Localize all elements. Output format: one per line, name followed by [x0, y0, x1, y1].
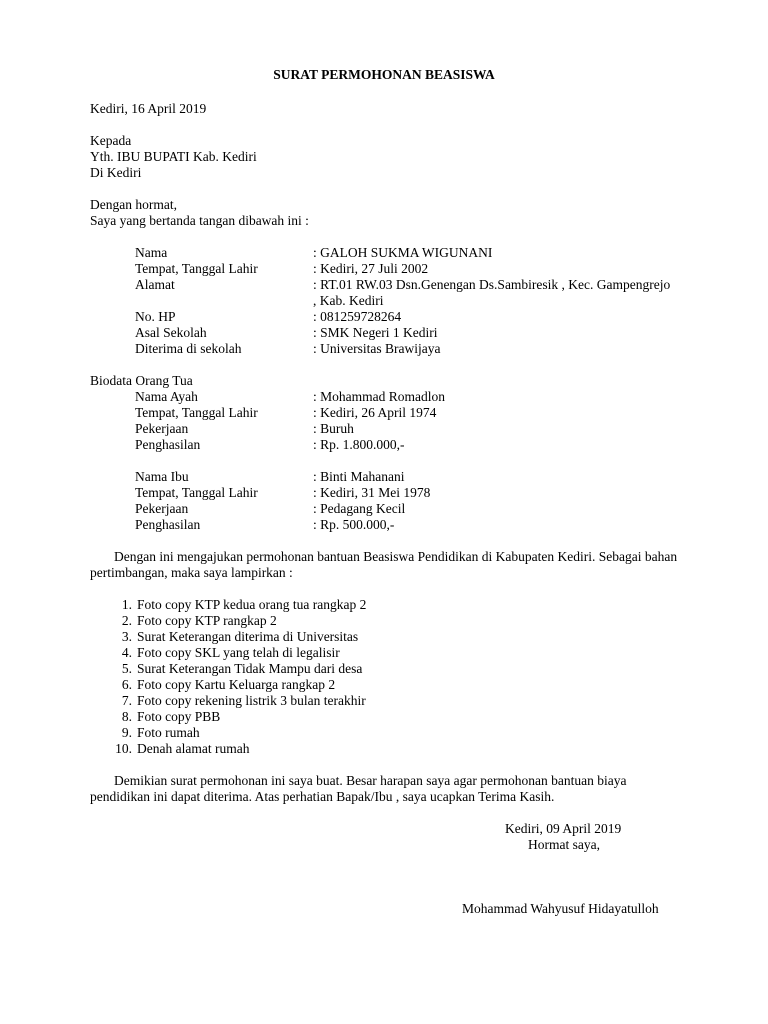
recipient-line-1: Kepada — [90, 133, 132, 148]
signature-date: Kediri, 09 April 2019 — [505, 821, 622, 836]
father-label: Nama Ayah — [135, 389, 198, 404]
greeting: Dengan hormat, — [90, 197, 177, 212]
attachment-number: 3. — [121, 629, 132, 644]
attachment-item: Surat Keterangan Tidak Mampu dari desa — [137, 661, 363, 676]
applicant-value: : Universitas Brawijaya — [313, 341, 441, 356]
mother-label: Penghasilan — [135, 517, 201, 532]
signature-salutation: Hormat saya, — [528, 837, 600, 852]
letter-title: SURAT PERMOHONAN BEASISWA — [273, 67, 495, 82]
closing-paragraph-line-2: pendidikan ini dapat diterima. Atas perhatian Bapak/Ibu , saya ucapkan Terima Kasih. — [90, 789, 555, 804]
attachment-number: 10. — [115, 741, 132, 756]
letter-date: Kediri, 16 April 2019 — [90, 101, 207, 116]
applicant-label: Nama — [135, 245, 168, 260]
attachment-number: 8. — [121, 709, 132, 724]
attachment-item: Foto copy KTP rangkap 2 — [137, 613, 277, 628]
request-paragraph-line-1: Dengan ini mengajukan permohonan bantuan Beasiswa Pendidikan di Kabupaten Kediri. Sebagai bahan — [114, 549, 678, 564]
mother-value: : Rp. 500.000,- — [313, 517, 395, 532]
applicant-label: Alamat — [135, 277, 175, 292]
applicant-value: : SMK Negeri 1 Kediri — [313, 325, 438, 340]
mother-label: Tempat, Tanggal Lahir — [135, 485, 258, 500]
attachment-number: 9. — [121, 725, 132, 740]
parents-heading: Biodata Orang Tua — [90, 373, 193, 388]
attachment-item: Foto copy rekening listrik 3 bulan terakhir — [137, 693, 366, 708]
applicant-value: : GALOH SUKMA WIGUNANI — [313, 245, 493, 260]
mother-label: Pekerjaan — [135, 501, 189, 516]
applicant-value: : 081259728264 — [313, 309, 402, 324]
mother-value: : Pedagang Kecil — [313, 501, 406, 516]
attachment-number: 2. — [121, 613, 132, 628]
recipient-line-2: Yth. IBU BUPATI Kab. Kediri — [90, 149, 257, 164]
intro-line: Saya yang bertanda tangan dibawah ini : — [90, 213, 309, 228]
attachment-item: Foto copy PBB — [137, 709, 221, 724]
mother-label: Nama Ibu — [135, 469, 189, 484]
father-value: : Kediri, 26 April 1974 — [313, 405, 437, 420]
attachment-item: Denah alamat rumah — [137, 741, 250, 756]
applicant-value: : RT.01 RW.03 Dsn.Genengan Ds.Sambiresik , Kec. Gampengrejo — [313, 277, 671, 292]
attachment-item: Surat Keterangan diterima di Universitas — [137, 629, 359, 644]
applicant-value: : Kediri, 27 Juli 2002 — [313, 261, 429, 276]
closing-paragraph-line-1: Demikian surat permohonan ini saya buat. Besar harapan saya agar permohonan bantuan biaya — [114, 773, 627, 788]
mother-value: : Binti Mahanani — [313, 469, 405, 484]
attachment-item: Foto copy KTP kedua orang tua rangkap 2 — [137, 597, 367, 612]
applicant-value-continued: , Kab. Kediri — [313, 293, 384, 308]
attachment-number: 1. — [121, 597, 132, 612]
father-value: : Buruh — [313, 421, 354, 436]
attachment-number: 6. — [121, 677, 132, 692]
request-paragraph-line-2: pertimbangan, maka saya lampirkan : — [90, 565, 293, 580]
attachment-item: Foto copy Kartu Keluarga rangkap 2 — [137, 677, 336, 692]
applicant-label: Asal Sekolah — [135, 325, 207, 340]
attachment-number: 5. — [121, 661, 132, 676]
father-label: Pekerjaan — [135, 421, 189, 436]
father-value: : Rp. 1.800.000,- — [313, 437, 405, 452]
father-label: Penghasilan — [135, 437, 201, 452]
attachment-item: Foto rumah — [137, 725, 200, 740]
attachment-number: 7. — [121, 693, 132, 708]
mother-value: : Kediri, 31 Mei 1978 — [313, 485, 431, 500]
applicant-label: Tempat, Tanggal Lahir — [135, 261, 258, 276]
signature-name: Mohammad Wahyusuf Hidayatulloh — [462, 901, 659, 916]
father-label: Tempat, Tanggal Lahir — [135, 405, 258, 420]
recipient-line-3: Di Kediri — [90, 165, 142, 180]
applicant-label: No. HP — [135, 309, 176, 324]
father-value: : Mohammad Romadlon — [313, 389, 445, 404]
attachment-number: 4. — [121, 645, 132, 660]
applicant-label: Diterima di sekolah — [135, 341, 242, 356]
attachment-item: Foto copy SKL yang telah di legalisir — [137, 645, 340, 660]
